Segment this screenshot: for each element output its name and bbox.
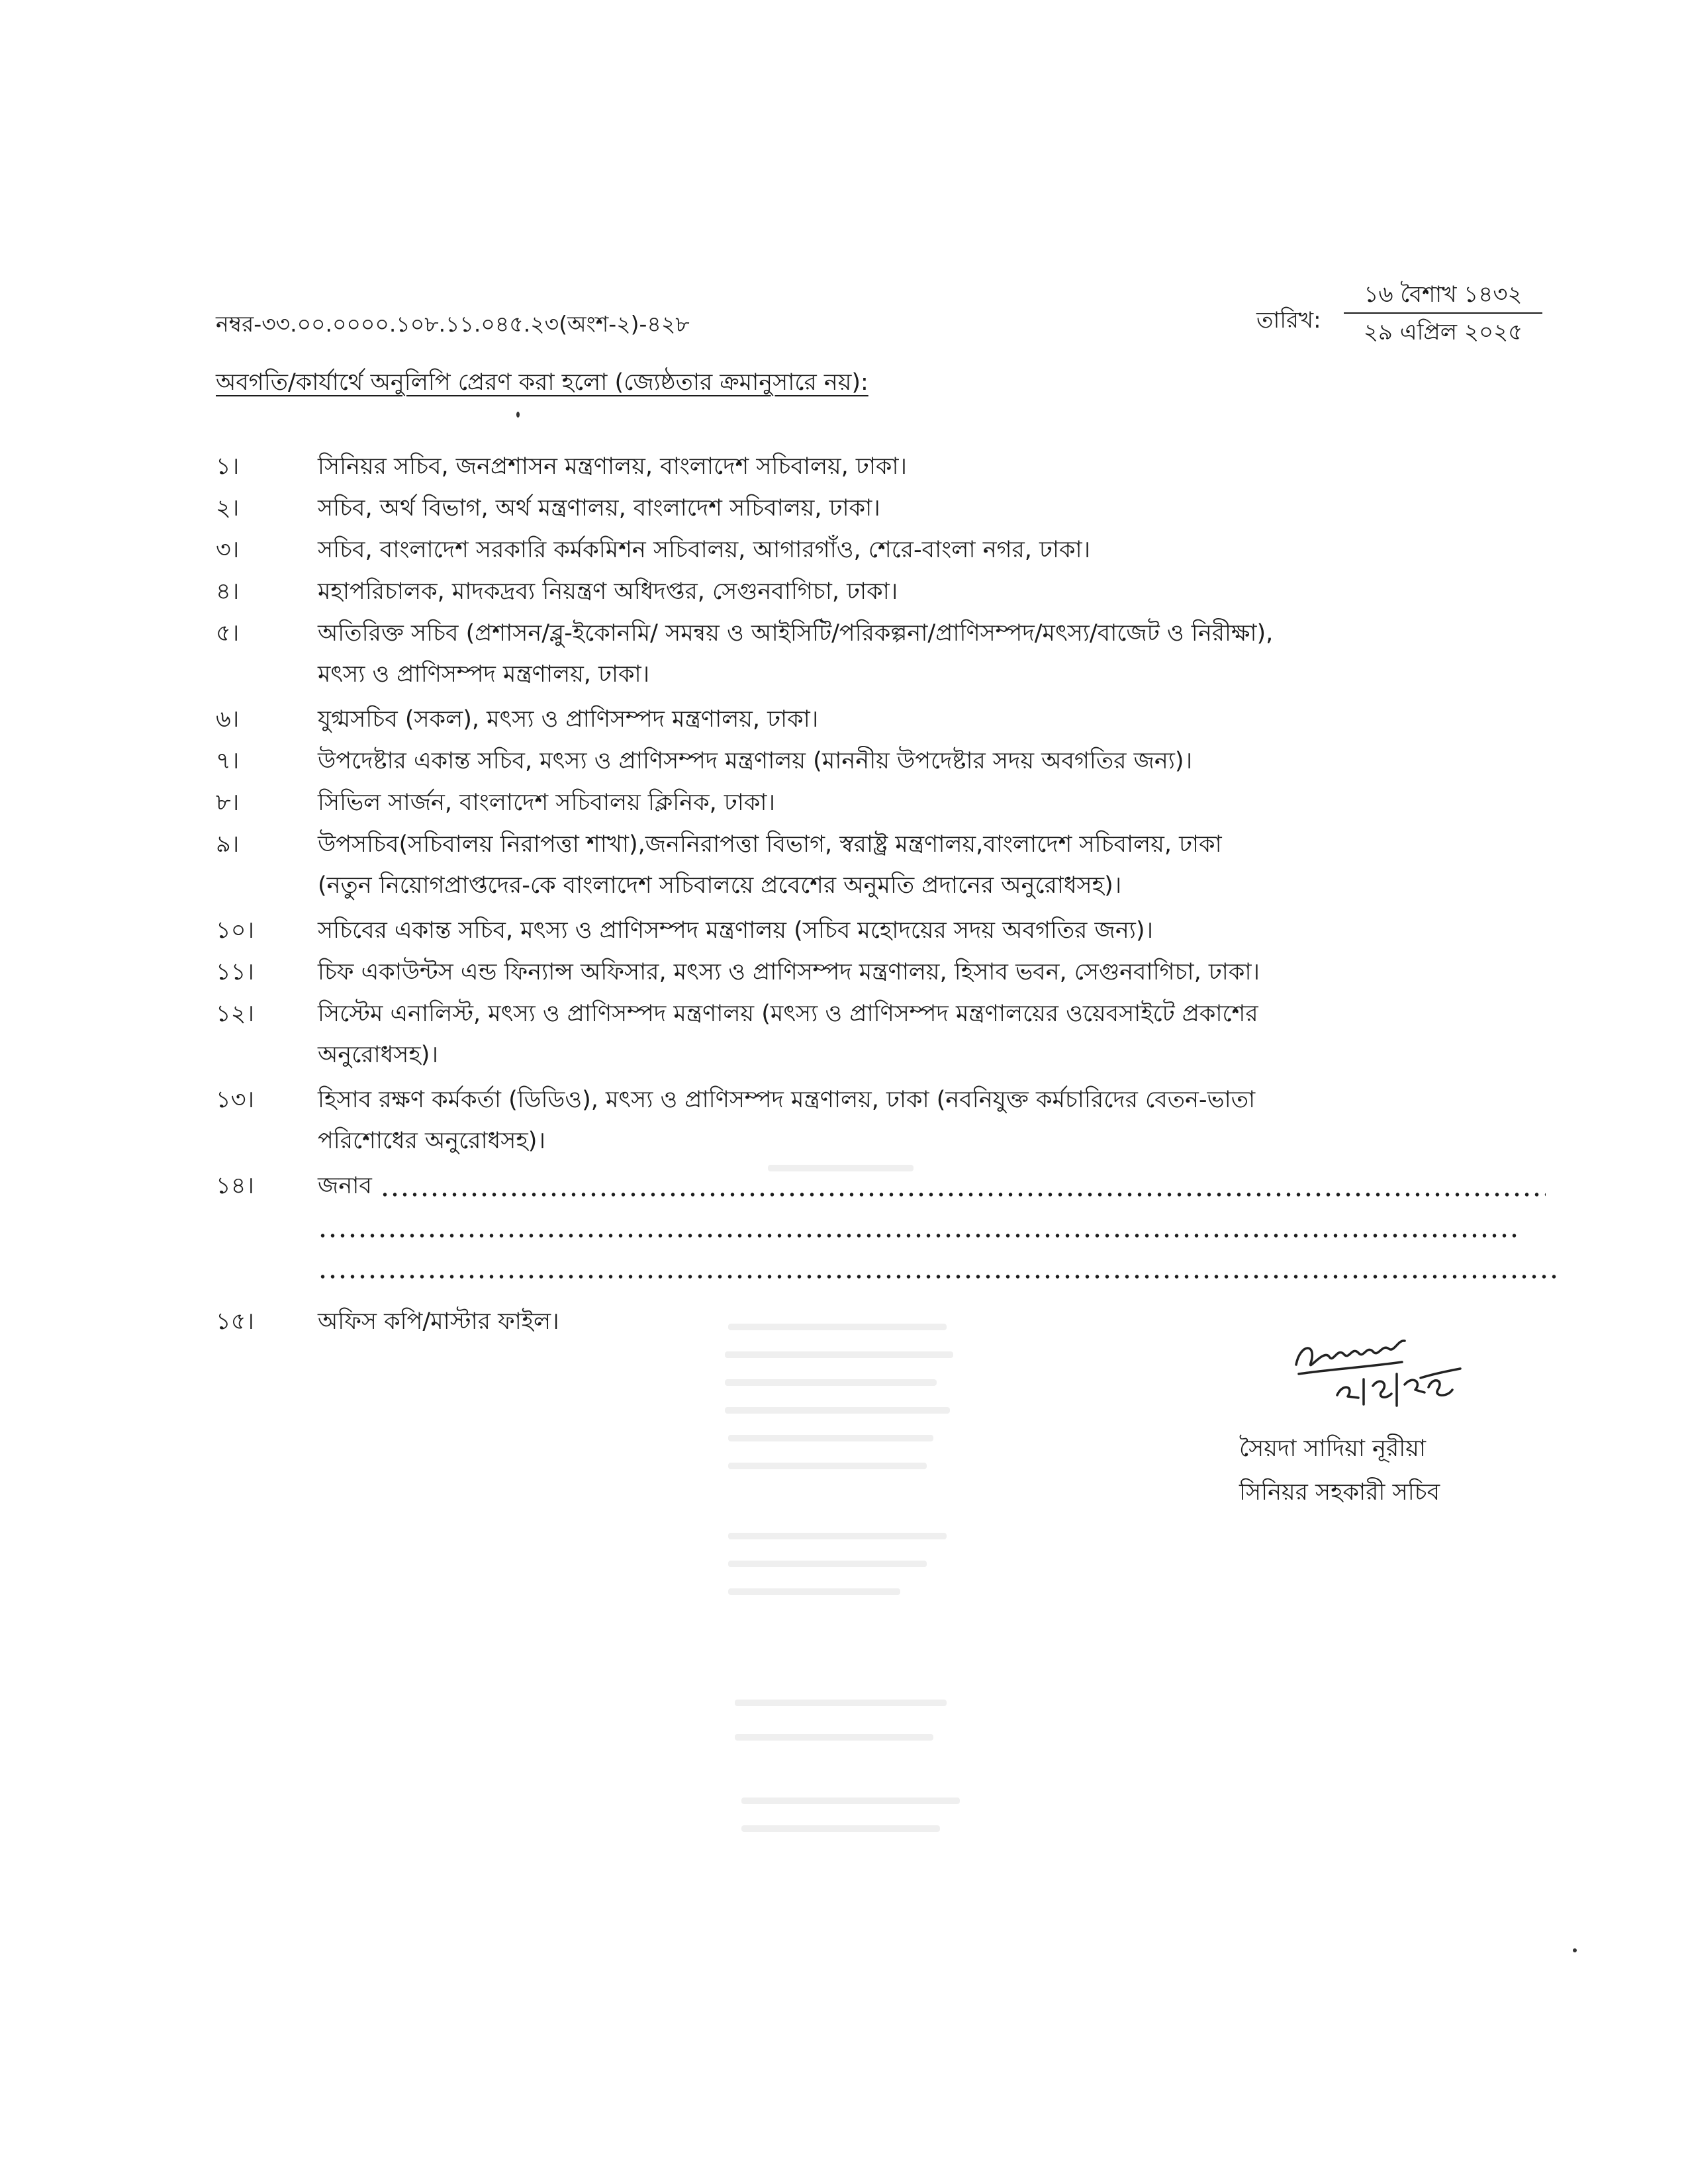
item-number: ৬।: [216, 706, 240, 733]
dotted-fill-line: [318, 1206, 1518, 1248]
item-text-line: সিভিল সার্জন, বাংলাদেশ সচিবালয় ক্লিনিক, ঢাকা।: [318, 790, 775, 816]
bleed-through-mark: [735, 1700, 947, 1706]
item-text: [318, 529, 1562, 570]
recipient-item-2: [216, 488, 1562, 529]
distribution-heading: অবগতি/কার্যার্থে অনুলিপি প্রেরণ করা হলো (জ্যেষ্ঠতার ক্রমানুসারে নয়):: [216, 369, 868, 396]
item-number: ৭।: [216, 748, 240, 774]
dotted-fill-line: [380, 1165, 1546, 1206]
item-text-line: জনাব: [318, 1173, 372, 1199]
scan-speck: [516, 412, 520, 418]
recipient-item-13: [216, 1079, 1562, 1161]
recipient-item-4: [216, 571, 1562, 612]
recipient-item-6: [216, 699, 1562, 740]
item-number: ১২।: [216, 1001, 254, 1027]
recipient-item-12: [216, 993, 1562, 1075]
scan-speck: [1573, 1948, 1577, 1952]
date-block: [1344, 278, 1542, 351]
item-text-line: সচিব, অর্থ বিভাগ, অর্থ মন্ত্রণালয়, বাংলাদেশ সচিবালয়, ঢাকা।: [318, 495, 880, 522]
item-number: ৫।: [216, 620, 240, 647]
item-text-line: অফিস কপি/মাস্টার ফাইল।: [318, 1308, 559, 1335]
item-number: ১।: [216, 453, 240, 480]
recipient-item-14: [216, 1165, 1562, 1289]
item-text-line: চিফ একাউন্টস এন্ড ফিন্যান্স অফিসার, মৎস্য ও প্রাণিসম্পদ মন্ত্রণালয়, হিসাব ভবন, সেগুনবাগিচা, ঢাকা।: [318, 959, 1260, 985]
item-text-line: সিস্টেম এনালিস্ট, মৎস্য ও প্রাণিসম্পদ মন্ত্রণালয় (মৎস্য ও প্রাণিসম্পদ মন্ত্রণালয়ের ওয়েবসাইটে প্রকাশের: [318, 1001, 1258, 1027]
signature: [1291, 1330, 1470, 1413]
item-text-line: অনুরোধসহ)।: [318, 1042, 438, 1068]
item-text: [318, 1079, 1562, 1161]
item-number: ১১।: [216, 959, 254, 985]
item-text: [318, 910, 1562, 951]
item-text-line: (নতুন নিয়োগপ্রাপ্তদের-কে বাংলাদেশ সচিবালয়ে প্রবেশের অনুমতি প্রদানের অনুরোধসহ)।: [318, 872, 1122, 899]
item-text: [318, 741, 1562, 782]
bleed-through-mark: [728, 1533, 947, 1539]
item-text-line: সচিবের একান্ত সচিব, মৎস্য ও প্রাণিসম্পদ মন্ত্রণালয় (সচিব মহোদয়ের সদয় অবগতির জন্য)।: [318, 917, 1154, 944]
item-number: ৩।: [216, 537, 240, 563]
recipient-item-3: [216, 529, 1562, 570]
memo-number: নম্বর-৩৩.০০.০০০০.১০৮.১১.০৪৫.২৩(অংশ-২)-৪২৮: [216, 311, 690, 337]
item-text: [318, 782, 1562, 823]
item-text-line: সিনিয়র সচিব, জনপ্রশাসন মন্ত্রণালয়, বাংলাদেশ সচিবালয়, ঢাকা।: [318, 453, 908, 480]
item-text-line: উপসচিব(সচিবালয় নিরাপত্তা শাখা),জননিরাপত্তা বিভাগ, স্বরাষ্ট্র মন্ত্রণালয়,বাংলাদেশ সচিবালয়, ঢাকা: [318, 831, 1222, 858]
item-text-line: হিসাব রক্ষণ কর্মকর্তা (ডিডিও), মৎস্য ও প্রাণিসম্পদ মন্ত্রণালয়, ঢাকা (নবনিযুক্ত কর্মচারিদের বেতন-ভাতা: [318, 1087, 1256, 1113]
item-text: [318, 1165, 1562, 1289]
item-number: ১০।: [216, 917, 254, 944]
bleed-through-mark: [741, 1797, 960, 1804]
item-text: [318, 613, 1562, 695]
item-number: ২।: [216, 495, 240, 522]
item-number: ৯।: [216, 831, 240, 858]
bleed-through-mark: [725, 1351, 953, 1358]
dotted-fill-line: [318, 1248, 1560, 1289]
item-text: [318, 488, 1562, 529]
item-text-line: পরিশোধের অনুরোধসহ)।: [318, 1128, 545, 1154]
recipient-item-1: [216, 446, 1562, 487]
bleed-through-mark: [768, 1165, 914, 1171]
item-text-line: সচিব, বাংলাদেশ সরকারি কর্মকমিশন সচিবালয়, আগারগাঁও, শেরে-বাংলা নগর, ঢাকা।: [318, 537, 1091, 563]
item-text: [318, 993, 1562, 1075]
recipient-item-7: [216, 741, 1562, 782]
bleed-through-mark: [735, 1734, 933, 1741]
item-text: [318, 824, 1562, 906]
item-text-line: মৎস্য ও প্রাণিসম্পদ মন্ত্রণালয়, ঢাকা।: [318, 661, 650, 688]
date-label: তারিখ:: [1256, 307, 1321, 334]
bleed-through-mark: [728, 1561, 927, 1567]
item-number: ১৪।: [216, 1173, 254, 1199]
signatory-name: সৈয়দা সাদিয়া নূরীয়া: [1239, 1435, 1427, 1462]
recipient-item-11: [216, 952, 1562, 993]
date-gregorian: ২৯ এপ্রিল ২০২৫: [1363, 319, 1523, 345]
bleed-through-mark: [725, 1379, 937, 1386]
date-bangla: ১৬ বৈশাখ ১৪৩২: [1344, 278, 1542, 314]
blank-name-row: [318, 1165, 1546, 1206]
bleed-through-mark: [728, 1463, 927, 1469]
recipient-item-10: [216, 910, 1562, 951]
bleed-through-mark: [725, 1407, 950, 1414]
item-text: [318, 571, 1562, 612]
item-number: ৪।: [216, 578, 240, 605]
bleed-through-mark: [728, 1324, 947, 1330]
item-text: [318, 952, 1562, 993]
bleed-through-mark: [728, 1588, 900, 1595]
recipient-item-5: [216, 613, 1562, 695]
bleed-through-mark: [728, 1435, 933, 1441]
item-number: ১৫।: [216, 1308, 254, 1335]
signatory-block: [1239, 1427, 1610, 1514]
recipient-item-8: [216, 782, 1562, 823]
item-text-line: অতিরিক্ত সচিব (প্রশাসন/ব্লু-ইকোনমি/ সমন্বয় ও আইসিটি/পরিকল্পনা/প্রাণিসম্পদ/মৎস্য/বাজেট ও নিরীক্ষা),: [318, 620, 1274, 647]
item-text-line: উপদেষ্টার একান্ত সচিব, মৎস্য ও প্রাণিসম্পদ মন্ত্রণালয় (মাননীয় উপদেষ্টার সদয় অবগতির জন্য)।: [318, 748, 1193, 774]
recipient-item-9: [216, 824, 1562, 906]
item-number: ১৩।: [216, 1087, 254, 1113]
bleed-through-mark: [741, 1825, 940, 1832]
signatory-designation: সিনিয়র সহকারী সচিব: [1239, 1479, 1440, 1506]
item-number: ৮।: [216, 790, 240, 816]
item-text-line: মহাপরিচালক, মাদকদ্রব্য নিয়ন্ত্রণ অধিদপ্তর, সেগুনবাগিচা, ঢাকা।: [318, 578, 898, 605]
item-text: [318, 699, 1562, 740]
distribution-list: [216, 446, 1562, 1343]
item-text: [318, 446, 1562, 487]
item-text-line: যুগ্মসচিব (সকল), মৎস্য ও প্রাণিসম্পদ মন্ত্রণালয়, ঢাকা।: [318, 706, 819, 733]
